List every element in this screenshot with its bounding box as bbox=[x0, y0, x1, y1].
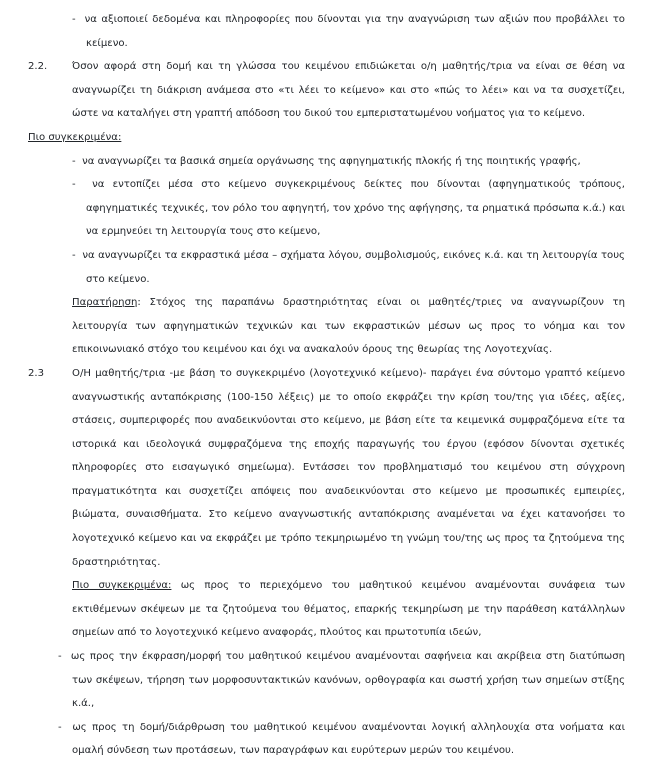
section-label bbox=[0, 126, 647, 150]
note-label: Πιο συγκεκριμένα: bbox=[72, 580, 172, 592]
list-item bbox=[0, 645, 647, 716]
note-paragraph bbox=[0, 291, 647, 362]
list-item bbox=[0, 8, 647, 55]
note-label: Παρατήρηση bbox=[72, 297, 138, 309]
list-item-text: να αναγνωρίζει τα βασικά σημεία οργάνωσης της αφηγηματικής πλοκής ή της ποιητικής γραφής, bbox=[82, 155, 581, 167]
bullet-dash: - bbox=[58, 651, 67, 663]
bullet-dash: - bbox=[72, 155, 79, 167]
list-item-text: να αξιοποιεί δεδομένα και πληροφορίες που δίνονται για την αναγνώριση των αξιών που προβάλλει το κείμενο. bbox=[84, 14, 625, 49]
bullet-dash: - bbox=[72, 249, 80, 261]
numbered-clause bbox=[0, 362, 647, 574]
note-paragraph bbox=[0, 574, 647, 645]
clause-text: Όσον αφορά στη δομή και τη γλώσσα του κειμένου επιδιώκεται ο/η μαθητής/τρια να είναι σε θέση να αναγνωρίζει τη διάκριση ανάμεσα στο «τι λέει το κείμενο» και στο «πώς το λέει» και να τα συσχετίζει, ώστε να καταλήγει στη γραπτή απόδοση του δικού του εμπεριστατωμένου νοήματος για το κείμενο. bbox=[72, 61, 625, 120]
list-item bbox=[0, 244, 647, 291]
bullet-dash: - bbox=[58, 721, 67, 733]
bullet-dash: - bbox=[72, 179, 84, 191]
clause-number: 2.3 bbox=[28, 367, 45, 379]
section-label-text: Πιο συγκεκριμένα: bbox=[28, 131, 122, 143]
list-item-text: ως προς την έκφραση/μορφή του μαθητικού κειμένου αναμένονται σαφήνεια και ακρίβεια στη διατύπωση των σκέψεων, τήρηση των μορφοσυντακτικών κανόνων, ορθογραφία και σωστή χρήση των σημείων στίξης κ.ά., bbox=[70, 651, 625, 710]
list-item-text: να αναγνωρίζει τα εκφραστικά μέσα – σχήματα λόγου, συμβολισμούς, εικόνες κ.ά. και τη λειτουργία τους στο κείμενο. bbox=[82, 249, 625, 285]
clause-text: Ο/Η μαθητής/τρια -με βάση το συγκεκριμένο (λογοτεχνικό κείμενο)- παράγει ένα σύντομο γραπτό κείμενο αναγνωστικής ανταπόκρισης (100-150 λέξεις) με το οποίο εκφράζει την κρίση του/της για ιδέες, αξίες, στάσεις, συμπεριφορές που αναδεικνύονται στο κείμενο, με βάση είτε τα κειμενικά συμφραζόμενα είτε τα ιστορικά και ιδεολογικά συμφραζόμενα της εποχής παραγωγής του έργου (εφόσον δίνονται σχετικές πληροφορίες στο εισαγωγικό σημείωμα). Εντάσσει τον προβληματισμό του κειμένου στη σύγχρονη πραγματικότητα και συσχετίζει απόψεις που αναδεικνύονται στο κείμενο με προσωπικές εμπειρίες, βιώματα, συναισθήματα. Στο κείμενο αναγνωστικής ανταπόκρισης αναμένεται να έχει κατανοήσει το λογοτεχνικό κείμενο και να εκφράζει με τρόπο τεκμηριωμένο τη γνώμη του/της ως προς τα ζητούμενα της δραστηριότητας. bbox=[72, 367, 625, 568]
clause-number: 2.2. bbox=[28, 61, 48, 73]
bullet-dash: - bbox=[72, 14, 81, 25]
list-item-text: να εντοπίζει μέσα στο κείμενο συγκεκριμένους δείκτες που δίνονται (αφηγηματικούς τρόπους, αφηγηματικές τεχνικές, τον ρόλο του αφηγητή, τον χρόνο της αφήγησης, τα ρηματικά πρόσωπα κ.ά.) και να ερμηνεύει τη λειτουργία τους στο κείμενο, bbox=[86, 179, 626, 238]
list-item bbox=[0, 173, 647, 244]
list-item-text: ως προς τη δομή/διάρθρωση του μαθητικού κειμένου αναμένονται λογική αλληλουχία στα νοήματα και ομαλή σύνδεση των προτάσεων, των παραγράφων και ευρύτερων μερών του κειμένου. bbox=[72, 721, 625, 757]
list-item bbox=[0, 716, 647, 763]
numbered-clause bbox=[0, 55, 647, 126]
list-item bbox=[0, 150, 647, 174]
note-text: : Στόχος της παραπάνω δραστηριότητας είναι οι μαθητές/τριες να αναγνωρίζουν τη λειτουργία των αφηγηματικών τεχνικών και των εκφραστικών μέσων ως προς το νόημα και τον επικοινωνιακό στόχο του κειμένου και όχι να ανακαλούν όρους της θεωρίας της Λογοτεχνίας. bbox=[72, 297, 625, 356]
note-text: ως προς το περιεχόμενο του μαθητικού κειμένου αναμένονται συνάφεια των εκτιθέμενων σκέψεων με τα ζητούμενα του θέματος, επαρκής τεκμηρίωση με την παράθεση κατάλληλων σημείων από το λογοτεχνικό κείμενο αναφοράς, πλούτος και πρωτοτυπία ιδεών, bbox=[72, 580, 625, 639]
